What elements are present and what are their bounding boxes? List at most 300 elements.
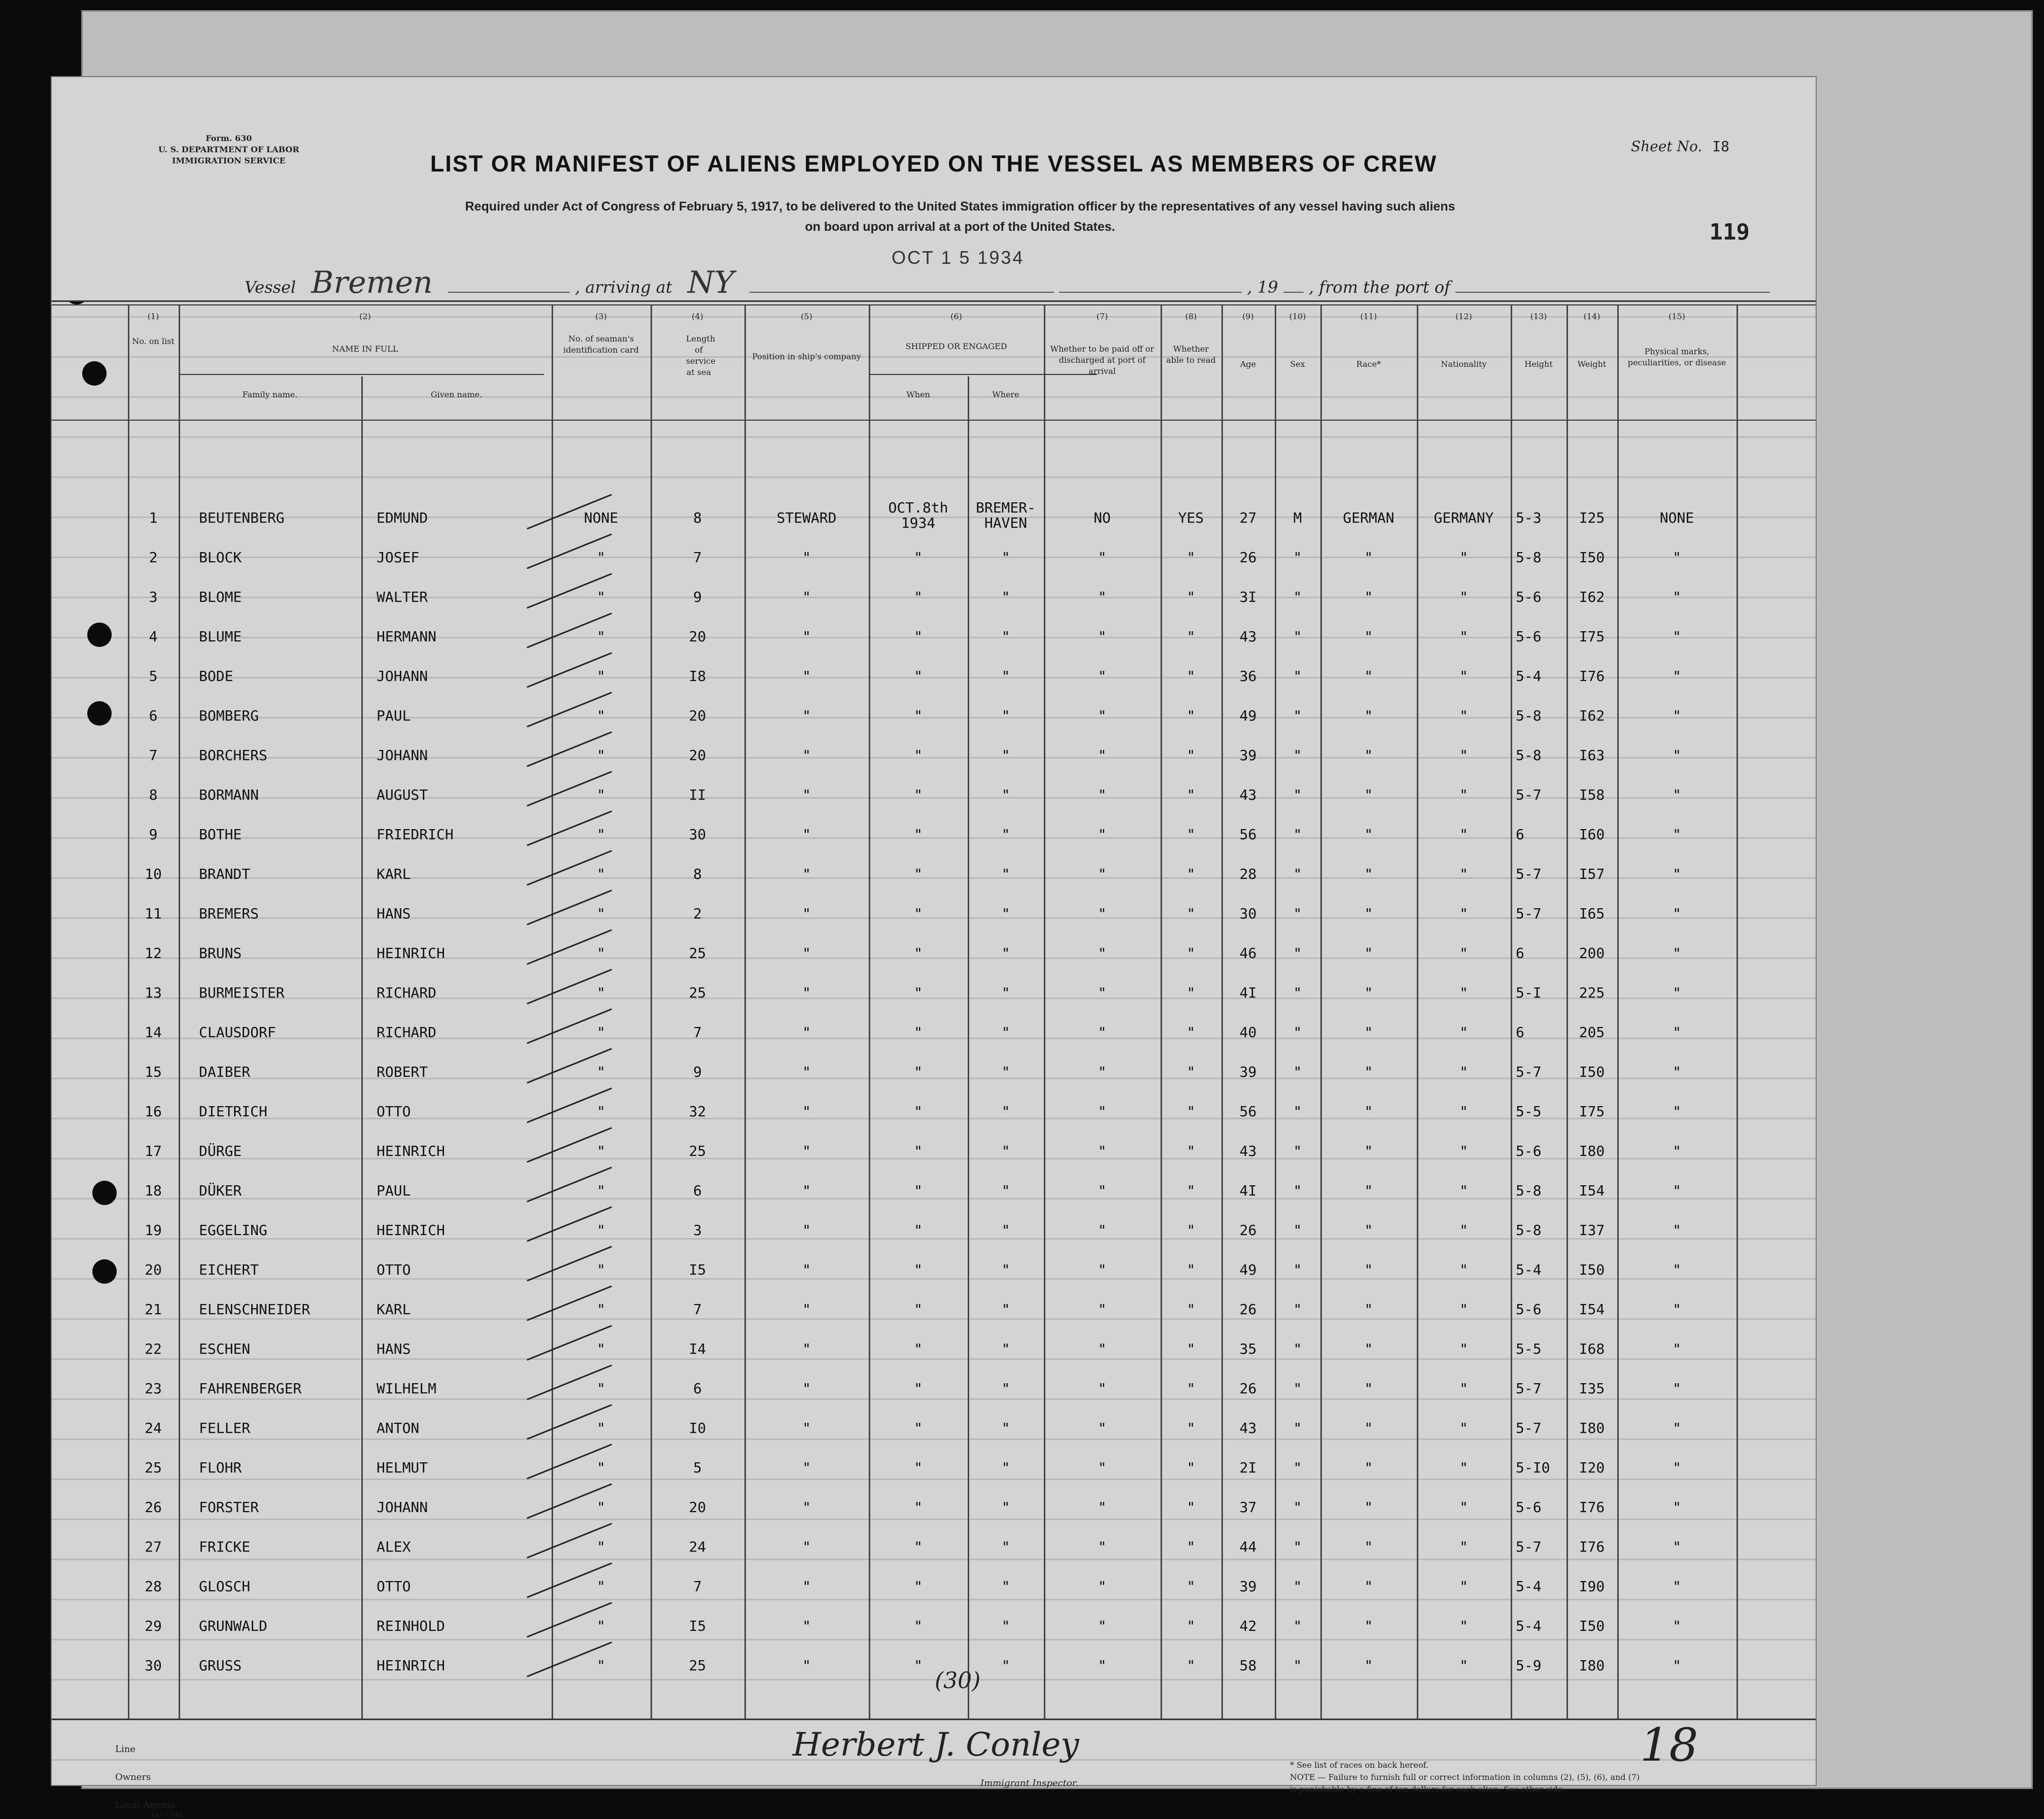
sex-cell: "	[1293, 1499, 1302, 1516]
date-stamp: OCT 1 5 1934	[892, 247, 1025, 268]
given-name-cell: JOHANN	[377, 1499, 428, 1516]
shipped-when-cell: "	[914, 1182, 923, 1199]
crew-row	[52, 577, 1816, 617]
nationality-cell: "	[1459, 1578, 1468, 1595]
physical-marks-cell: "	[1673, 1103, 1681, 1120]
shipped-when-line-1: OCT.8th	[888, 499, 948, 516]
race-cell: "	[1364, 707, 1373, 724]
family-name-cell: GLOSCH	[199, 1578, 251, 1595]
age-cell: 4I	[1239, 984, 1257, 1001]
able-to-read-cell: "	[1186, 905, 1196, 922]
length-of-service-cell: 8	[693, 509, 702, 526]
column-number: (11)	[1360, 312, 1377, 321]
length-of-service-cell: I8	[689, 668, 706, 684]
physical-marks-cell: "	[1673, 826, 1681, 843]
vessel-line	[245, 265, 1770, 300]
physical-marks-cell: "	[1673, 1618, 1681, 1634]
subtitle-line-1: Required under Act of Congress of February 5, 1917, to be delivered to the United States immigration officer by the representatives of any vessel having such aliens	[465, 199, 1455, 214]
height-cell: 5-6	[1516, 1143, 1542, 1159]
family-name-cell: BREMERS	[199, 905, 259, 922]
given-name-cell: RICHARD	[377, 1024, 437, 1041]
nationality-cell: "	[1459, 1380, 1468, 1397]
header-sex: Sex	[1290, 359, 1305, 369]
family-name-cell: BORMANN	[199, 786, 259, 803]
shipped-where-cell	[968, 500, 1044, 531]
length-of-service-cell: 7	[693, 1024, 702, 1041]
length-of-service-cell: 24	[689, 1538, 706, 1555]
length-of-service-cell: I5	[689, 1618, 706, 1634]
header-when: When	[906, 390, 930, 399]
position-cell: "	[802, 984, 811, 1001]
header-able-read: Whether able to read	[1166, 344, 1216, 365]
crew-row	[52, 1013, 1816, 1052]
row-number-cell: 26	[145, 1499, 162, 1516]
given-name-cell: HEINRICH	[377, 1222, 445, 1239]
row-number-cell: 23	[145, 1380, 162, 1397]
nationality-cell: "	[1459, 1103, 1468, 1120]
physical-marks-cell: "	[1673, 1657, 1681, 1674]
length-of-service-cell: I5	[689, 1261, 706, 1278]
family-name-cell: GRUSS	[199, 1657, 242, 1674]
id-card-cell: "	[597, 1657, 605, 1674]
age-cell: 42	[1239, 1618, 1257, 1634]
race-cell: "	[1364, 1024, 1373, 1041]
crew-row	[52, 617, 1816, 657]
crew-row	[52, 1329, 1816, 1369]
id-card-cell: "	[597, 628, 605, 645]
sex-cell: "	[1293, 589, 1302, 605]
crew-row	[52, 1606, 1816, 1646]
physical-marks-cell: "	[1673, 1341, 1681, 1357]
paid-off-cell: "	[1098, 1618, 1107, 1634]
age-cell: 49	[1239, 707, 1257, 724]
physical-marks-cell: "	[1673, 549, 1681, 566]
penalty-note-2: is punishable by a fine of ten dollars for each alien. See other side.	[1290, 1784, 1565, 1794]
sex-cell: "	[1293, 1459, 1302, 1476]
family-name-cell: BLUME	[199, 628, 242, 645]
age-cell: 26	[1239, 1380, 1257, 1397]
id-card-cell: "	[597, 905, 605, 922]
shipped-when-cell: "	[914, 905, 923, 922]
age-cell: 43	[1239, 628, 1257, 645]
id-card-cell: "	[597, 1499, 605, 1516]
nationality-cell: "	[1459, 945, 1468, 962]
shipped-when-cell: "	[914, 1420, 923, 1436]
shipped-where-cell: "	[1001, 1420, 1010, 1436]
shipped-when-cell: "	[914, 1103, 923, 1120]
shipped-where-cell: "	[1001, 1499, 1010, 1516]
family-name-cell: BLOCK	[199, 549, 242, 566]
paid-off-cell: "	[1098, 866, 1107, 882]
sex-cell: "	[1293, 1618, 1302, 1634]
able-to-read-cell: "	[1186, 984, 1196, 1001]
position-cell: "	[802, 1182, 811, 1199]
sex-cell: "	[1293, 945, 1302, 962]
position-cell: "	[802, 1222, 811, 1239]
paid-off-cell: "	[1098, 945, 1107, 962]
able-to-read-cell: "	[1186, 628, 1196, 645]
given-name-cell: ALEX	[377, 1538, 411, 1555]
able-to-read-cell: "	[1186, 1578, 1196, 1595]
crew-row	[52, 894, 1816, 934]
family-name-cell: BLOME	[199, 589, 242, 605]
physical-marks-cell: "	[1673, 1063, 1681, 1080]
position-cell: "	[802, 866, 811, 882]
paid-off-cell: "	[1098, 1063, 1107, 1080]
header-length-service: Length of service at sea	[686, 334, 716, 377]
sex-cell: "	[1293, 1024, 1302, 1041]
family-name-cell: ESCHEN	[199, 1341, 251, 1357]
shipped-when-cell: "	[914, 866, 923, 882]
weight-cell: I54	[1579, 1301, 1605, 1318]
age-cell: 56	[1239, 1103, 1257, 1120]
shipped-where-cell: "	[1001, 549, 1010, 566]
able-to-read-cell: "	[1186, 549, 1196, 566]
row-number-cell: 27	[145, 1538, 162, 1555]
given-name-cell: WILHELM	[377, 1380, 437, 1397]
age-cell: 39	[1239, 1578, 1257, 1595]
id-card-cell: "	[597, 668, 605, 684]
paid-off-cell: "	[1098, 668, 1107, 684]
length-of-service-cell: I4	[689, 1341, 706, 1357]
family-name-cell: BORCHERS	[199, 747, 267, 764]
height-cell: 5-4	[1516, 1261, 1542, 1278]
family-name-cell: BODE	[199, 668, 233, 684]
weight-cell: I50	[1579, 1261, 1605, 1278]
nationality-cell: "	[1459, 747, 1468, 764]
family-name-cell: CLAUSDORF	[199, 1024, 276, 1041]
column-number: (7)	[1096, 312, 1108, 321]
row-number-cell: 15	[145, 1063, 162, 1080]
able-to-read-cell: "	[1186, 1182, 1196, 1199]
crew-row	[52, 1092, 1816, 1131]
shipped-when-cell: "	[914, 1063, 923, 1080]
given-name-cell: KARL	[377, 866, 411, 882]
shipped-where-cell: "	[1001, 1538, 1010, 1555]
header-family-name: Family name.	[242, 390, 298, 399]
paid-off-cell: "	[1098, 1538, 1107, 1555]
race-cell: "	[1364, 628, 1373, 645]
column-number: (5)	[801, 312, 812, 321]
physical-marks-cell: "	[1673, 1143, 1681, 1159]
id-card-cell: "	[597, 866, 605, 882]
blank-line	[750, 292, 1054, 293]
paid-off-cell: "	[1098, 905, 1107, 922]
position-cell: "	[802, 1499, 811, 1516]
race-cell: GERMAN	[1343, 509, 1394, 526]
family-name-cell: DAIBER	[199, 1063, 251, 1080]
nationality-cell: "	[1459, 1182, 1468, 1199]
id-card-cell: "	[597, 786, 605, 803]
nationality-cell: "	[1459, 1618, 1468, 1634]
age-cell: 30	[1239, 905, 1257, 922]
height-cell: 5-7	[1516, 1063, 1542, 1080]
shipped-where-cell: "	[1001, 1578, 1010, 1595]
position-cell: "	[802, 1024, 811, 1041]
able-to-read-cell: "	[1186, 1301, 1196, 1318]
row-number-cell: 1	[149, 509, 158, 526]
race-cell: "	[1364, 945, 1373, 962]
weight-cell: I80	[1579, 1143, 1605, 1159]
page-subtitle	[305, 196, 1615, 237]
shipped-where-line-2: HAVEN	[984, 514, 1028, 531]
height-cell: 6	[1516, 826, 1524, 843]
column-number: (2)	[359, 312, 371, 321]
physical-marks-cell: "	[1673, 1578, 1681, 1595]
position-cell: "	[802, 1063, 811, 1080]
position-cell: "	[802, 1459, 811, 1476]
length-of-service-cell: 7	[693, 1578, 702, 1595]
family-name-cell: BRUNS	[199, 945, 242, 962]
paid-off-cell: "	[1098, 589, 1107, 605]
sex-cell: "	[1293, 1578, 1302, 1595]
able-to-read-cell: "	[1186, 1063, 1196, 1080]
row-number-cell: 13	[145, 984, 162, 1001]
crew-row	[52, 934, 1816, 973]
crew-row	[52, 736, 1816, 775]
age-cell: 26	[1239, 549, 1257, 566]
family-name-cell: GRUNWALD	[199, 1618, 267, 1634]
physical-marks-cell: NONE	[1659, 509, 1694, 526]
blank-line	[1455, 292, 1770, 293]
sex-cell: M	[1293, 509, 1302, 526]
row-number-cell: 6	[149, 707, 158, 724]
nationality-cell: GERMANY	[1434, 509, 1494, 526]
physical-marks-cell: "	[1673, 628, 1681, 645]
able-to-read-cell: "	[1186, 707, 1196, 724]
weight-cell: I50	[1579, 549, 1605, 566]
name-subheader-rule	[179, 374, 544, 375]
position-cell: "	[802, 1103, 811, 1120]
crew-row	[52, 1567, 1816, 1606]
column-number: (6)	[950, 312, 962, 321]
header-paid-off: Whether to be paid off or discharged at port of arrival	[1050, 344, 1154, 376]
race-cell: "	[1364, 1341, 1373, 1357]
header-age: Age	[1240, 359, 1256, 369]
arriving-label: , arriving at	[574, 278, 672, 297]
subtitle-line-2: on board upon arrival at a port of the United States.	[805, 220, 1115, 234]
shipped-when-cell: "	[914, 1222, 923, 1239]
given-name-cell: EDMUND	[377, 509, 428, 526]
shipped-when-cell: "	[914, 786, 923, 803]
header-race: Race*	[1356, 359, 1381, 369]
shipped-when-cell: "	[914, 1578, 923, 1595]
weight-cell: I65	[1579, 905, 1605, 922]
nationality-cell: "	[1459, 866, 1468, 882]
shipped-when-cell: "	[914, 628, 923, 645]
family-name-cell: EICHERT	[199, 1261, 259, 1278]
header-no-on-list: No. on list	[132, 336, 175, 346]
shipped-where-cell: "	[1001, 1380, 1010, 1397]
given-name-cell: OTTO	[377, 1578, 411, 1595]
row-number-cell: 20	[145, 1261, 162, 1278]
header-position: Position in ship's company	[752, 352, 861, 361]
able-to-read-cell: YES	[1178, 509, 1204, 526]
shipped-where-cell: "	[1001, 786, 1010, 803]
family-name-cell: BOMBERG	[199, 707, 259, 724]
able-to-read-cell: "	[1186, 1618, 1196, 1634]
shipped-when-cell: "	[914, 1618, 923, 1634]
height-cell: 5-5	[1516, 1103, 1542, 1120]
nationality-cell: "	[1459, 905, 1468, 922]
nationality-cell: "	[1459, 1024, 1468, 1041]
physical-marks-cell: "	[1673, 1420, 1681, 1436]
nationality-cell: "	[1459, 786, 1468, 803]
weight-cell: I80	[1579, 1420, 1605, 1436]
shipped-where-cell: "	[1001, 1618, 1010, 1634]
position-cell: "	[802, 747, 811, 764]
sex-cell: "	[1293, 747, 1302, 764]
crew-row	[52, 696, 1816, 736]
race-cell: "	[1364, 1657, 1373, 1674]
crew-row	[52, 1131, 1816, 1171]
weight-cell: 225	[1579, 984, 1605, 1001]
race-cell: "	[1364, 826, 1373, 843]
able-to-read-cell: "	[1186, 1143, 1196, 1159]
physical-marks-cell: "	[1673, 905, 1681, 922]
footer-owners-label: Owners	[115, 1772, 151, 1782]
id-card-cell: "	[597, 1578, 605, 1595]
sex-cell: "	[1293, 1420, 1302, 1436]
sex-cell: "	[1293, 826, 1302, 843]
length-of-service-cell: 20	[689, 707, 706, 724]
given-name-cell: JOSEF	[377, 549, 420, 566]
nationality-cell: "	[1459, 1301, 1468, 1318]
height-cell: 6	[1516, 1024, 1524, 1041]
sheet-number-value: I8	[1712, 138, 1729, 155]
race-cell: "	[1364, 866, 1373, 882]
physical-marks-cell: "	[1673, 786, 1681, 803]
paid-off-cell: "	[1098, 1341, 1107, 1357]
crew-row	[52, 854, 1816, 894]
sex-cell: "	[1293, 668, 1302, 684]
id-card-cell: "	[597, 1301, 605, 1318]
given-name-cell: OTTO	[377, 1261, 411, 1278]
age-cell: 2I	[1239, 1459, 1257, 1476]
sex-cell: "	[1293, 1182, 1302, 1199]
position-cell: "	[802, 707, 811, 724]
race-cell: "	[1364, 589, 1373, 605]
given-name-cell: HEINRICH	[377, 945, 445, 962]
height-cell: 5-7	[1516, 1538, 1542, 1555]
nationality-cell: "	[1459, 1459, 1468, 1476]
height-cell: 5-6	[1516, 1499, 1542, 1516]
length-of-service-cell: 2	[693, 905, 702, 922]
race-cell: "	[1364, 984, 1373, 1001]
age-cell: 40	[1239, 1024, 1257, 1041]
position-cell: "	[802, 905, 811, 922]
given-name-cell: PAUL	[377, 707, 411, 724]
crew-row	[52, 498, 1816, 538]
position-cell: "	[802, 668, 811, 684]
header-height: Height	[1524, 359, 1553, 369]
family-name-cell: BRANDT	[199, 866, 251, 882]
given-name-cell: HANS	[377, 1341, 411, 1357]
race-cell: "	[1364, 905, 1373, 922]
nationality-cell: "	[1459, 628, 1468, 645]
footer-agents-label: Local Agents	[115, 1800, 176, 1810]
sex-cell: "	[1293, 1380, 1302, 1397]
weight-cell: I75	[1579, 628, 1605, 645]
family-name-cell: BEUTENBERG	[199, 509, 285, 526]
age-cell: 56	[1239, 826, 1257, 843]
crew-row	[52, 973, 1816, 1013]
shipped-where-cell: "	[1001, 1103, 1010, 1120]
length-of-service-cell: 25	[689, 1143, 706, 1159]
height-cell: 6	[1516, 945, 1524, 962]
given-name-cell: ROBERT	[377, 1063, 428, 1080]
nationality-cell: "	[1459, 1538, 1468, 1555]
row-number-cell: 9	[149, 826, 158, 843]
shipped-where-cell: "	[1001, 628, 1010, 645]
physical-marks-cell: "	[1673, 945, 1681, 962]
race-cell: "	[1364, 1459, 1373, 1476]
age-cell: 58	[1239, 1657, 1257, 1674]
able-to-read-cell: "	[1186, 1103, 1196, 1120]
able-to-read-cell: "	[1186, 589, 1196, 605]
id-card-cell: "	[597, 984, 605, 1001]
weight-cell: I76	[1579, 668, 1605, 684]
length-of-service-cell: 20	[689, 747, 706, 764]
given-name-cell: HELMUT	[377, 1459, 428, 1476]
inspector-caption: Immigrant Inspector.	[980, 1778, 1079, 1789]
footer-line-label: Line	[115, 1744, 135, 1755]
height-cell: 5-8	[1516, 707, 1542, 724]
paid-off-cell: "	[1098, 826, 1107, 843]
weight-cell: I57	[1579, 866, 1605, 882]
family-name-cell: DÜRGE	[199, 1143, 242, 1159]
sex-cell: "	[1293, 628, 1302, 645]
shipped-where-cell: "	[1001, 826, 1010, 843]
length-of-service-cell: 7	[693, 1301, 702, 1318]
shipped-where-cell: "	[1001, 1222, 1010, 1239]
shipped-where-cell: "	[1001, 1341, 1010, 1357]
sex-cell: "	[1293, 905, 1302, 922]
row-number-cell: 16	[145, 1103, 162, 1120]
id-card-cell: "	[597, 1222, 605, 1239]
height-cell: 5-7	[1516, 1380, 1542, 1397]
able-to-read-cell: "	[1186, 747, 1196, 764]
column-number: (1)	[147, 312, 159, 321]
given-name-cell: JOHANN	[377, 747, 428, 764]
nationality-cell: "	[1459, 1341, 1468, 1357]
crew-row	[52, 1448, 1816, 1488]
sex-cell: "	[1293, 786, 1302, 803]
paid-off-cell: "	[1098, 1182, 1107, 1199]
crew-row	[52, 1290, 1816, 1329]
physical-marks-cell: "	[1673, 984, 1681, 1001]
position-cell: "	[802, 1380, 811, 1397]
shipped-when-cell: "	[914, 1380, 923, 1397]
shipped-where-cell: "	[1001, 589, 1010, 605]
physical-marks-cell: "	[1673, 668, 1681, 684]
physical-marks-cell: "	[1673, 747, 1681, 764]
shipped-when-cell: "	[914, 1024, 923, 1041]
height-cell: 5-8	[1516, 747, 1542, 764]
position-cell: "	[802, 1657, 811, 1674]
shipped-where-cell: "	[1001, 707, 1010, 724]
penalty-note-1: NOTE — Failure to furnish full or correct information in columns (2), (5), (6), and (7)	[1290, 1772, 1640, 1782]
row-number-cell: 21	[145, 1301, 162, 1318]
weight-cell: I54	[1579, 1182, 1605, 1199]
weight-cell: I62	[1579, 589, 1605, 605]
inspector-signature: Herbert J. Conley	[793, 1726, 1079, 1764]
column-number: (13)	[1530, 312, 1547, 321]
paid-off-cell: "	[1098, 1420, 1107, 1436]
sex-cell: "	[1293, 1063, 1302, 1080]
shipped-when-cell	[869, 500, 968, 531]
row-number-cell: 14	[145, 1024, 162, 1041]
